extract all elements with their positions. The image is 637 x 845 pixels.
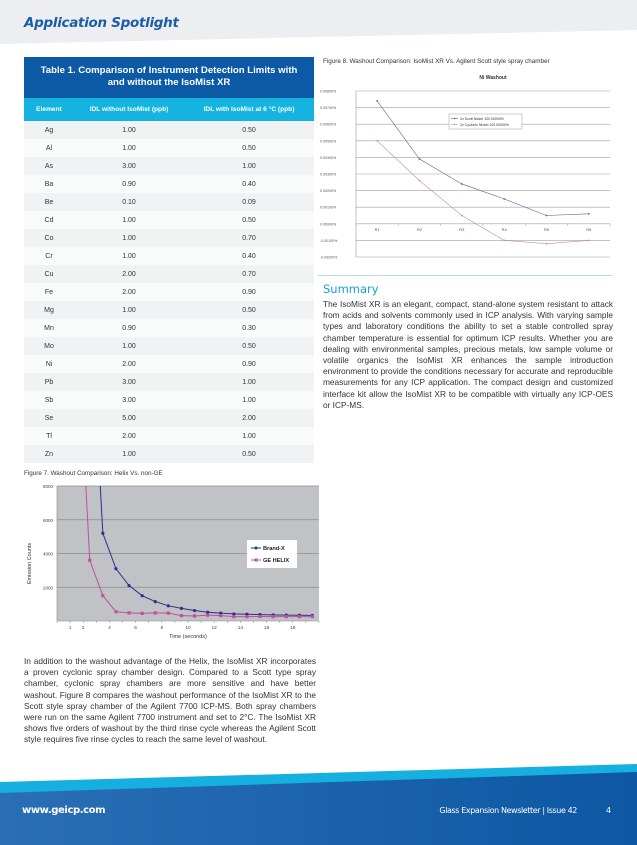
- cell-idl-with: 1.00: [184, 427, 314, 445]
- cell-idl-with: 0.70: [184, 265, 314, 283]
- series-line-cyclonic: [374, 141, 589, 244]
- cell-idl-without: 3.00: [74, 373, 184, 391]
- table-row: [24, 319, 314, 337]
- figure7-washout-chart: [24, 480, 320, 645]
- figure8-caption: Figure 8. Washout Comparison: IsoMist XR Vs. Agilent Scott style spray chamber: [323, 58, 550, 65]
- cell-element: Pb: [24, 373, 74, 391]
- cell-idl-with: 0.09: [184, 193, 314, 211]
- table-caption: Table 1. Comparison of Instrument Detection Limits with and without the IsoMist XR: [24, 57, 314, 98]
- legend: [449, 114, 522, 129]
- figure8-ni-washout-chart: [318, 68, 614, 268]
- table-row: [24, 157, 314, 175]
- table-row: [24, 139, 314, 157]
- data-point: [503, 198, 505, 200]
- data-point: [258, 615, 261, 618]
- table-header-row: [24, 98, 314, 121]
- cell-element: Zn: [24, 445, 74, 463]
- column-header-idl-with: IDL with IsoMist at 6 °C (ppb): [184, 98, 314, 121]
- data-point: [141, 612, 144, 615]
- cell-idl-without: 0.90: [74, 319, 184, 337]
- data-point: [461, 215, 463, 217]
- table-row: [24, 427, 314, 445]
- table-row: [24, 121, 314, 139]
- x-tick-label: 10: [185, 626, 191, 631]
- data-point: [272, 615, 275, 618]
- table-row: [24, 211, 314, 229]
- x-tick-label: R5: [543, 226, 550, 232]
- legend: [247, 540, 297, 568]
- cell-element: Sb: [24, 391, 74, 409]
- cell-idl-without: 2.00: [74, 427, 184, 445]
- data-point: [588, 240, 590, 242]
- legend-marker: [255, 559, 258, 562]
- y-tick-label: 6000: [42, 517, 53, 523]
- cell-idl-without: 5.00: [74, 409, 184, 427]
- footer-publication: Glass Expansion Newsletter | Issue 42: [439, 806, 577, 815]
- cell-idl-without: 1.00: [74, 445, 184, 463]
- y-tick-label: -0.00200%: [320, 255, 338, 260]
- summary-paragraph: The IsoMist XR is an elegant, compact, stand-alone system resistant to attack from acids and solvents commonly used in ICP analysis. With varying sample types and laboratory conditions the ability to set a stable controlled spray chamber temperature is essential for optimum ICP results. Whether you are dealing with environmental samples, precious metals, low sample volume or volatile organics the IsoMist XR enhances the sample introduction environment to provide the conditions necessary for accurate and reproducible measurements for any ICP application. The compact design and customized interface kit allow the IsoMist XR to be compatible with virtually any ICP-OES or ICP-MS.: [323, 299, 613, 410]
- x-tick-label: 6: [134, 626, 137, 631]
- x-tick-label: R2: [416, 226, 423, 232]
- data-point: [114, 567, 117, 570]
- chart-title: Ni Washout: [479, 75, 507, 81]
- cell-idl-without: 3.00: [74, 391, 184, 409]
- table-row: [24, 445, 314, 463]
- data-point: [285, 615, 288, 618]
- cell-idl-with: 0.40: [184, 247, 314, 265]
- y-tick-label: 0.00600%: [320, 122, 337, 127]
- cell-idl-without: 2.00: [74, 355, 184, 373]
- y-tick-label: 0.00700%: [320, 106, 337, 111]
- x-tick-label: 18: [290, 626, 296, 631]
- cell-element: Mg: [24, 301, 74, 319]
- x-tick-label: 8: [160, 626, 164, 631]
- x-tick-label: 2: [81, 626, 85, 631]
- data-point: [180, 614, 183, 617]
- cell-idl-without: 2.00: [74, 265, 184, 283]
- cell-element: As: [24, 157, 74, 175]
- cell-element: Al: [24, 139, 74, 157]
- cell-element: Ag: [24, 121, 74, 139]
- divider: [318, 275, 612, 276]
- data-point: [180, 607, 183, 610]
- data-point: [141, 594, 144, 597]
- data-point: [376, 140, 378, 142]
- cell-idl-without: 1.00: [74, 337, 184, 355]
- cell-idl-without: 3.00: [74, 157, 184, 175]
- y-tick-label: 0.00500%: [320, 139, 337, 144]
- cell-element: Ni: [24, 355, 74, 373]
- legend-label: 2x Cyclonic Nickel 100.00000%: [460, 122, 510, 127]
- data-point: [311, 615, 314, 618]
- cell-element: Cu: [24, 265, 74, 283]
- cell-idl-without: 1.00: [74, 229, 184, 247]
- table-row: [24, 373, 314, 391]
- summary-heading: Summary: [323, 282, 379, 296]
- y-tick-label: 2000: [42, 585, 53, 591]
- y-tick-label: -0.00100%: [320, 238, 338, 243]
- cell-element: Mn: [24, 319, 74, 337]
- y-tick-label: 4000: [42, 551, 53, 557]
- y-tick-label: 0.00300%: [320, 172, 337, 177]
- data-point: [206, 613, 209, 616]
- cell-element: Se: [24, 409, 74, 427]
- cell-idl-with: 0.90: [184, 283, 314, 301]
- data-point: [127, 611, 130, 614]
- data-point: [419, 158, 421, 160]
- table-row: [24, 337, 314, 355]
- data-point: [101, 594, 104, 597]
- cell-idl-without: 0.10: [74, 193, 184, 211]
- data-point: [114, 610, 117, 613]
- cell-idl-without: 1.00: [74, 121, 184, 139]
- body-paragraph: In addition to the washout advantage of the Helix, the IsoMist XR incorporates a proven cyclonic spray chamber design. Compared to a Scott type spray chamber, cyclonic spray chambers are more sensitive and have better washout. Figure 8 compares the washout performance of the IsoMist XR to the Scott style spray chamber of the Agilent 7700 ICP-MS. Both spray chambers were run on the same Agilent 7700 instrument and set to 2°C. The IsoMist XR shows five orders of washout by the third rinse cycle whereas the Agilent Scott style requires five rinse cycles to reach the same level of washout.: [24, 656, 316, 745]
- cell-element: Cd: [24, 211, 74, 229]
- cell-idl-with: 0.50: [184, 337, 314, 355]
- table-row: [24, 265, 314, 283]
- table-row: [24, 391, 314, 409]
- cell-idl-with: 1.00: [184, 157, 314, 175]
- y-tick-label: 0.00200%: [320, 189, 337, 194]
- y-tick-label: 0.00400%: [320, 155, 337, 160]
- x-tick-label: 14: [237, 626, 244, 631]
- cell-element: Fe: [24, 283, 74, 301]
- cell-idl-with: 0.50: [184, 301, 314, 319]
- cell-idl-with: 2.00: [184, 409, 314, 427]
- x-tick-label: R6: [586, 226, 592, 232]
- legend-marker: [454, 124, 455, 125]
- section-title: Application Spotlight: [24, 15, 179, 31]
- table-row: [24, 247, 314, 265]
- x-tick-label: 12: [211, 626, 217, 631]
- data-point: [193, 609, 196, 612]
- table-caption-row: [24, 57, 314, 98]
- legend-label: GE HELIX: [263, 558, 290, 564]
- data-point: [219, 614, 222, 617]
- x-tick-label: R4: [501, 226, 507, 232]
- data-point: [419, 180, 421, 182]
- x-tick-label: R3: [459, 226, 465, 232]
- x-tick-label: 1: [68, 626, 72, 631]
- table-row: [24, 193, 314, 211]
- cell-element: Mo: [24, 337, 74, 355]
- figure7-caption: Figure 7. Washout Comparison: Helix Vs. non-GE: [24, 470, 163, 477]
- data-point: [167, 604, 170, 607]
- cell-idl-without: 1.00: [74, 247, 184, 265]
- table-row: [24, 301, 314, 319]
- table-row: [24, 175, 314, 193]
- y-tick-label: 0.00100%: [320, 205, 337, 210]
- cell-idl-without: 1.00: [74, 139, 184, 157]
- y-tick-label: 0.00800%: [320, 89, 337, 94]
- footer-band: [0, 760, 637, 845]
- data-point: [546, 243, 548, 245]
- cell-idl-without: 1.00: [74, 301, 184, 319]
- data-point: [245, 615, 248, 618]
- table-row: [24, 409, 314, 427]
- table-row: [24, 355, 314, 373]
- cell-element: Be: [24, 193, 74, 211]
- cell-idl-without: 2.00: [74, 283, 184, 301]
- idl-comparison-table: [24, 57, 314, 463]
- data-point: [193, 614, 196, 617]
- column-header-element: Element: [24, 98, 74, 121]
- data-point: [154, 600, 157, 603]
- cell-idl-with: 0.50: [184, 211, 314, 229]
- data-point: [88, 559, 91, 562]
- legend-marker: [255, 547, 258, 550]
- cell-idl-with: 0.40: [184, 175, 314, 193]
- data-point: [154, 611, 157, 614]
- legend-label: Brand-X: [263, 546, 285, 552]
- data-point: [461, 183, 463, 185]
- data-point: [503, 240, 505, 242]
- legend-marker: [454, 118, 455, 119]
- column-header-idl-without: IDL without IsoMist (ppb): [74, 98, 184, 121]
- cell-idl-with: 0.50: [184, 121, 314, 139]
- cell-idl-with: 0.90: [184, 355, 314, 373]
- data-point: [546, 215, 548, 217]
- x-tick-label: 4: [108, 626, 111, 631]
- cell-idl-with: 0.30: [184, 319, 314, 337]
- y-tick-label: 0.00000%: [320, 222, 337, 227]
- cell-idl-with: 1.00: [184, 373, 314, 391]
- cell-element: Cr: [24, 247, 74, 265]
- cell-idl-without: 1.00: [74, 211, 184, 229]
- cell-idl-with: 0.70: [184, 229, 314, 247]
- data-point: [298, 615, 301, 618]
- data-point: [376, 100, 378, 102]
- data-point: [206, 611, 209, 614]
- x-tick-label: 16: [263, 626, 270, 631]
- footer-website-link[interactable]: www.geicp.com: [22, 805, 106, 816]
- cell-idl-with: 0.50: [184, 139, 314, 157]
- table-row: [24, 229, 314, 247]
- x-tick-label: R1: [374, 226, 380, 232]
- cell-element: Tl: [24, 427, 74, 445]
- cell-element: Co: [24, 229, 74, 247]
- cell-element: Ba: [24, 175, 74, 193]
- cell-idl-with: 0.50: [184, 445, 314, 463]
- data-point: [232, 615, 235, 618]
- table-row: [24, 283, 314, 301]
- x-axis-label: Time (seconds): [169, 634, 207, 640]
- page-number: 4: [606, 806, 612, 815]
- cell-idl-without: 0.90: [74, 175, 184, 193]
- data-point: [588, 213, 590, 215]
- y-tick-label: 8000: [42, 484, 53, 489]
- cell-idl-with: 1.00: [184, 391, 314, 409]
- legend-label: 2x Scott Nickel 100.00000%: [460, 116, 504, 121]
- y-axis-label: Emission Counts: [27, 542, 33, 585]
- data-point: [127, 584, 130, 587]
- data-point: [101, 532, 104, 535]
- data-point: [167, 611, 170, 614]
